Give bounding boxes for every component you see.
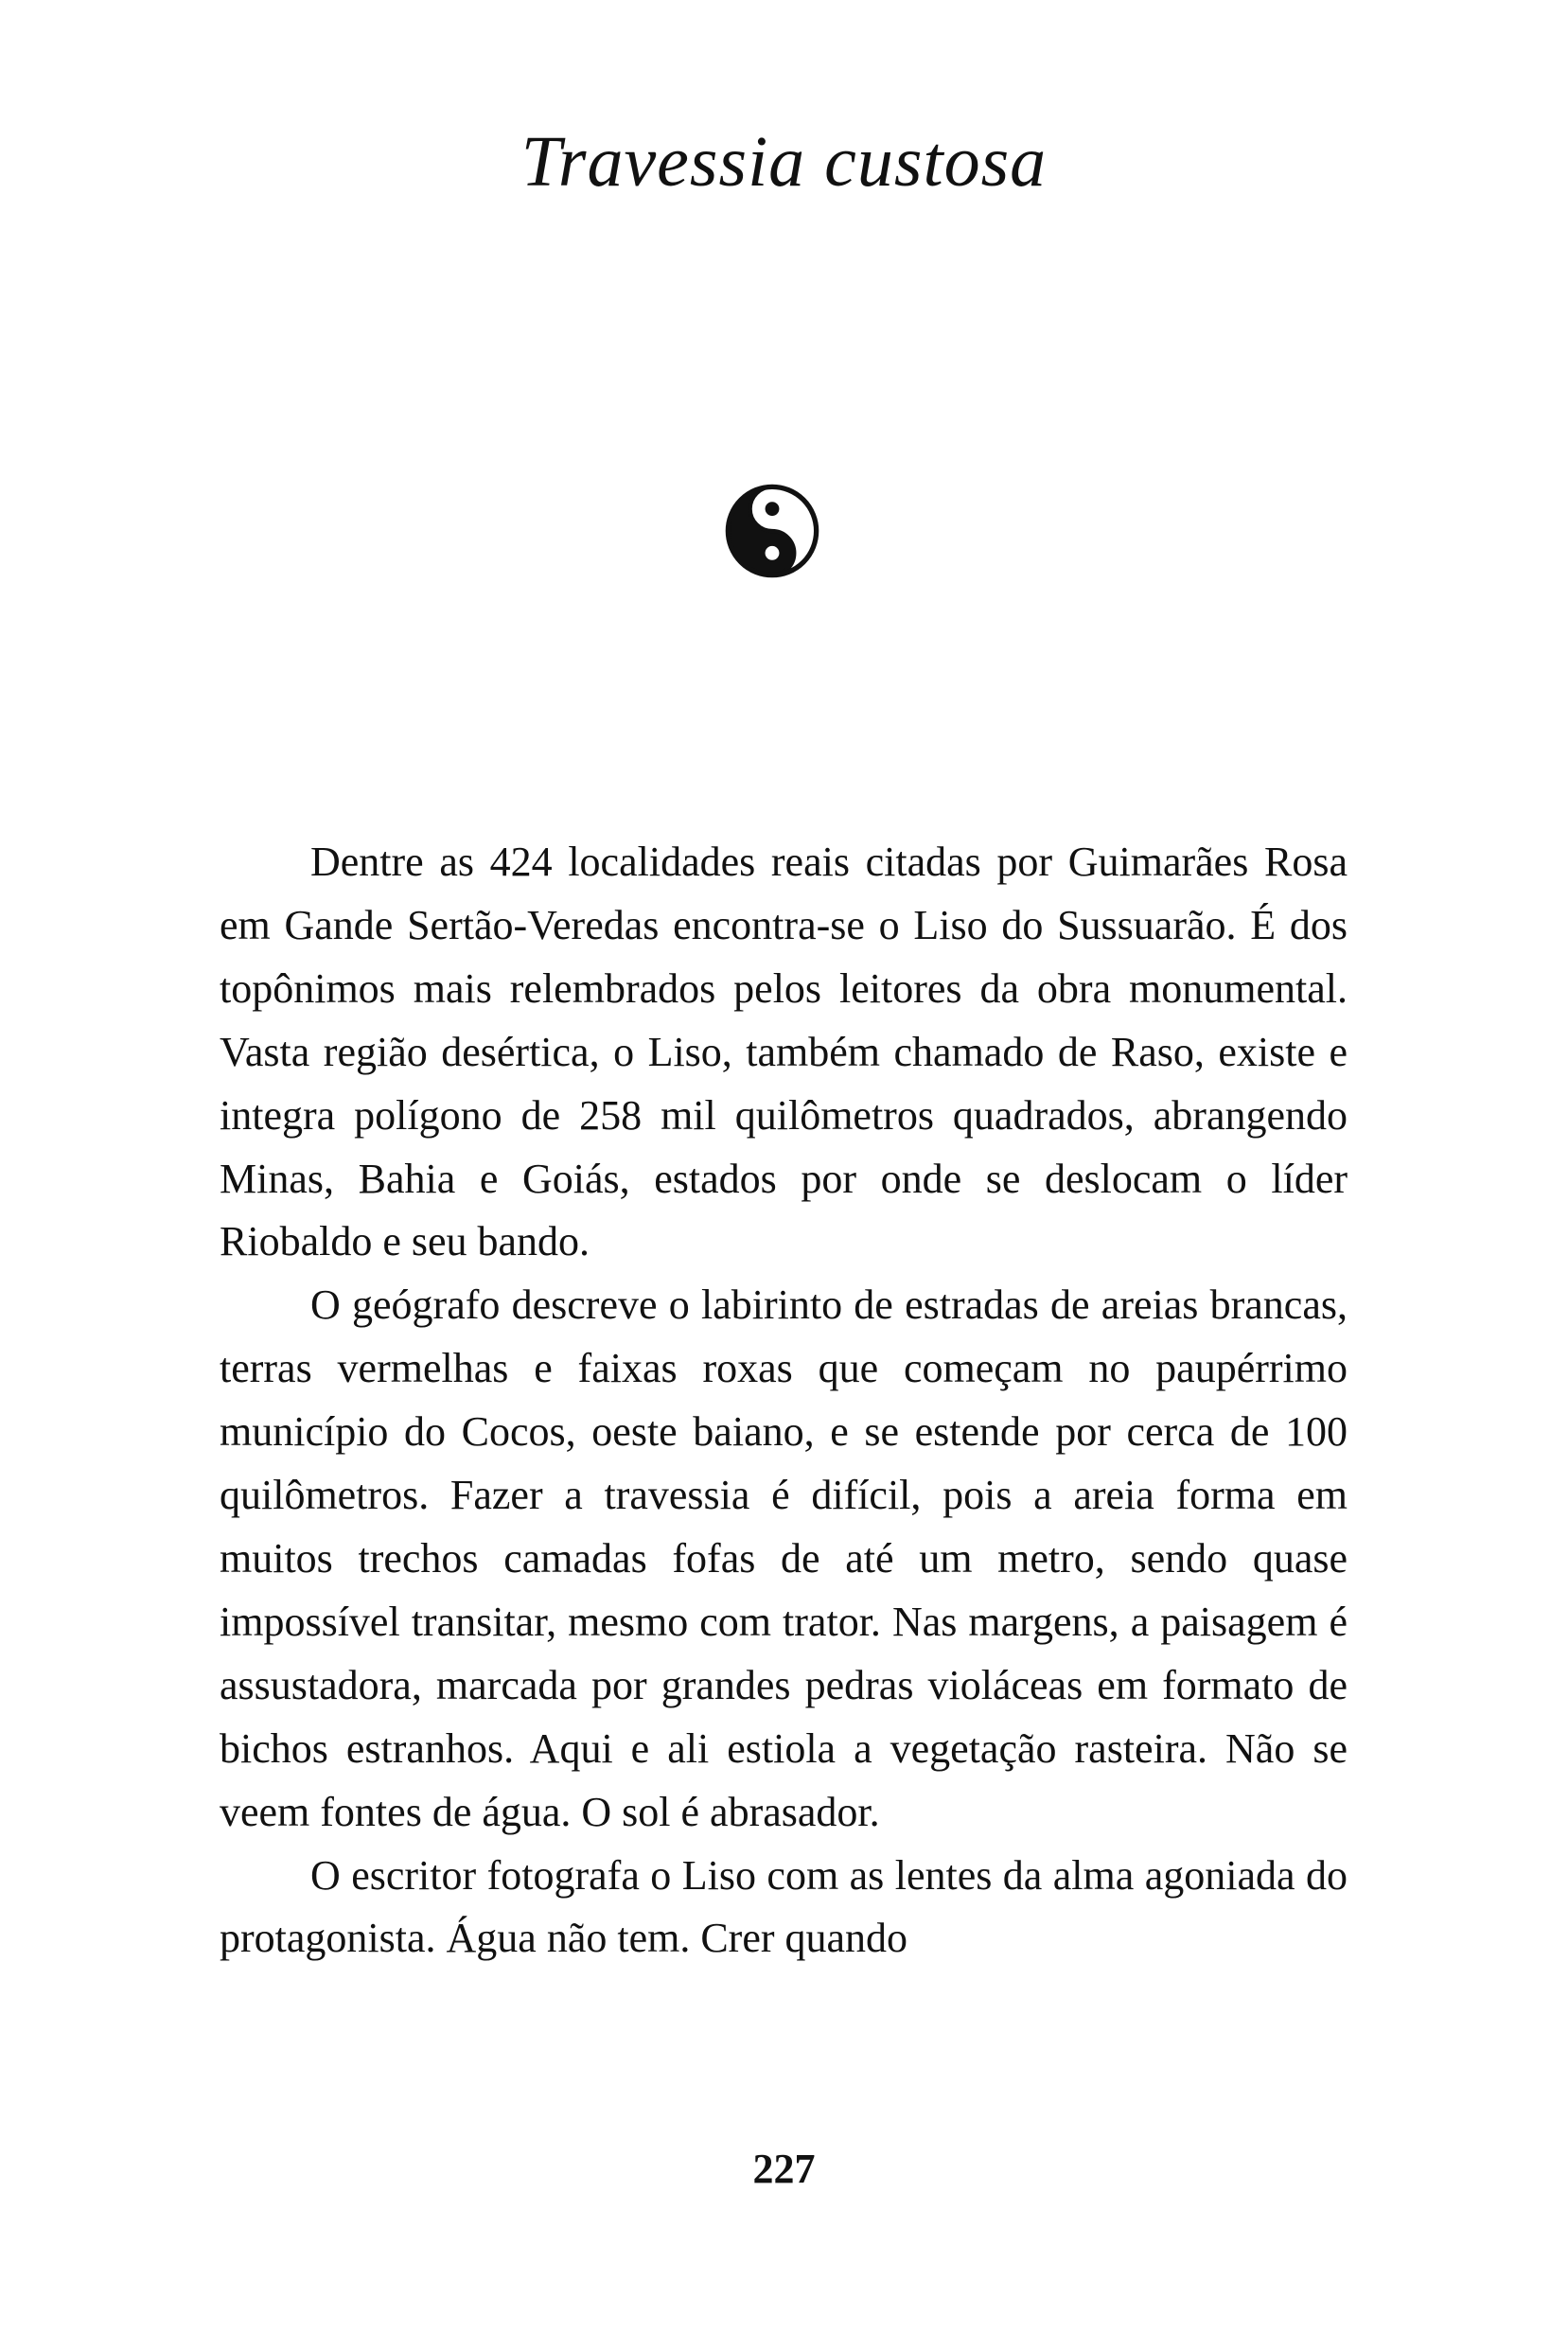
yin-yang-icon: [722, 481, 822, 581]
paragraph-2: O geógrafo descreve o labirinto de estradas de areias brancas, terras vermelhas e faixas roxas que começam no paupérrimo município do Cocos, oeste baiano, e se estende por cerca de 100 quilômetros. Fazer a travessia é difícil, pois a areia forma em muitos trechos camadas fofas de até um metro, sendo quase impossível transitar, mesmo com trator. Nas margens, a paisagem é assustadora, marcada por grandes pedras violáceas em formato de bichos estranhos. Aqui e ali estiola a vegetação rasteira. Não se veem fontes de água. O sol é abrasador.: [220, 1282, 1348, 1835]
body-text: [220, 831, 1348, 1971]
paragraph-1: Dentre as 424 localidades reais citadas por Guimarães Rosa em Gande Sertão-Veredas encontra-se o Liso do Sussuarão. É dos topônimos mais relembrados pelos leitores da obra monumental. Vasta região desértica, o Liso, também chamado de Raso, existe e integra polígono de 258 mil quilômetros quadrados, abrangendo Minas, Bahia e Goiás, estados por onde se deslocam o líder Riobaldo e seu bando.: [220, 839, 1348, 1265]
chapter-title: Travessia custosa: [520, 122, 1048, 202]
page-number: 227: [752, 2146, 816, 2192]
paragraph-3: O escritor fotografa o Liso com as lentes da alma agoniada do protagonista. Água não tem. Crer quando: [220, 1851, 1348, 1962]
